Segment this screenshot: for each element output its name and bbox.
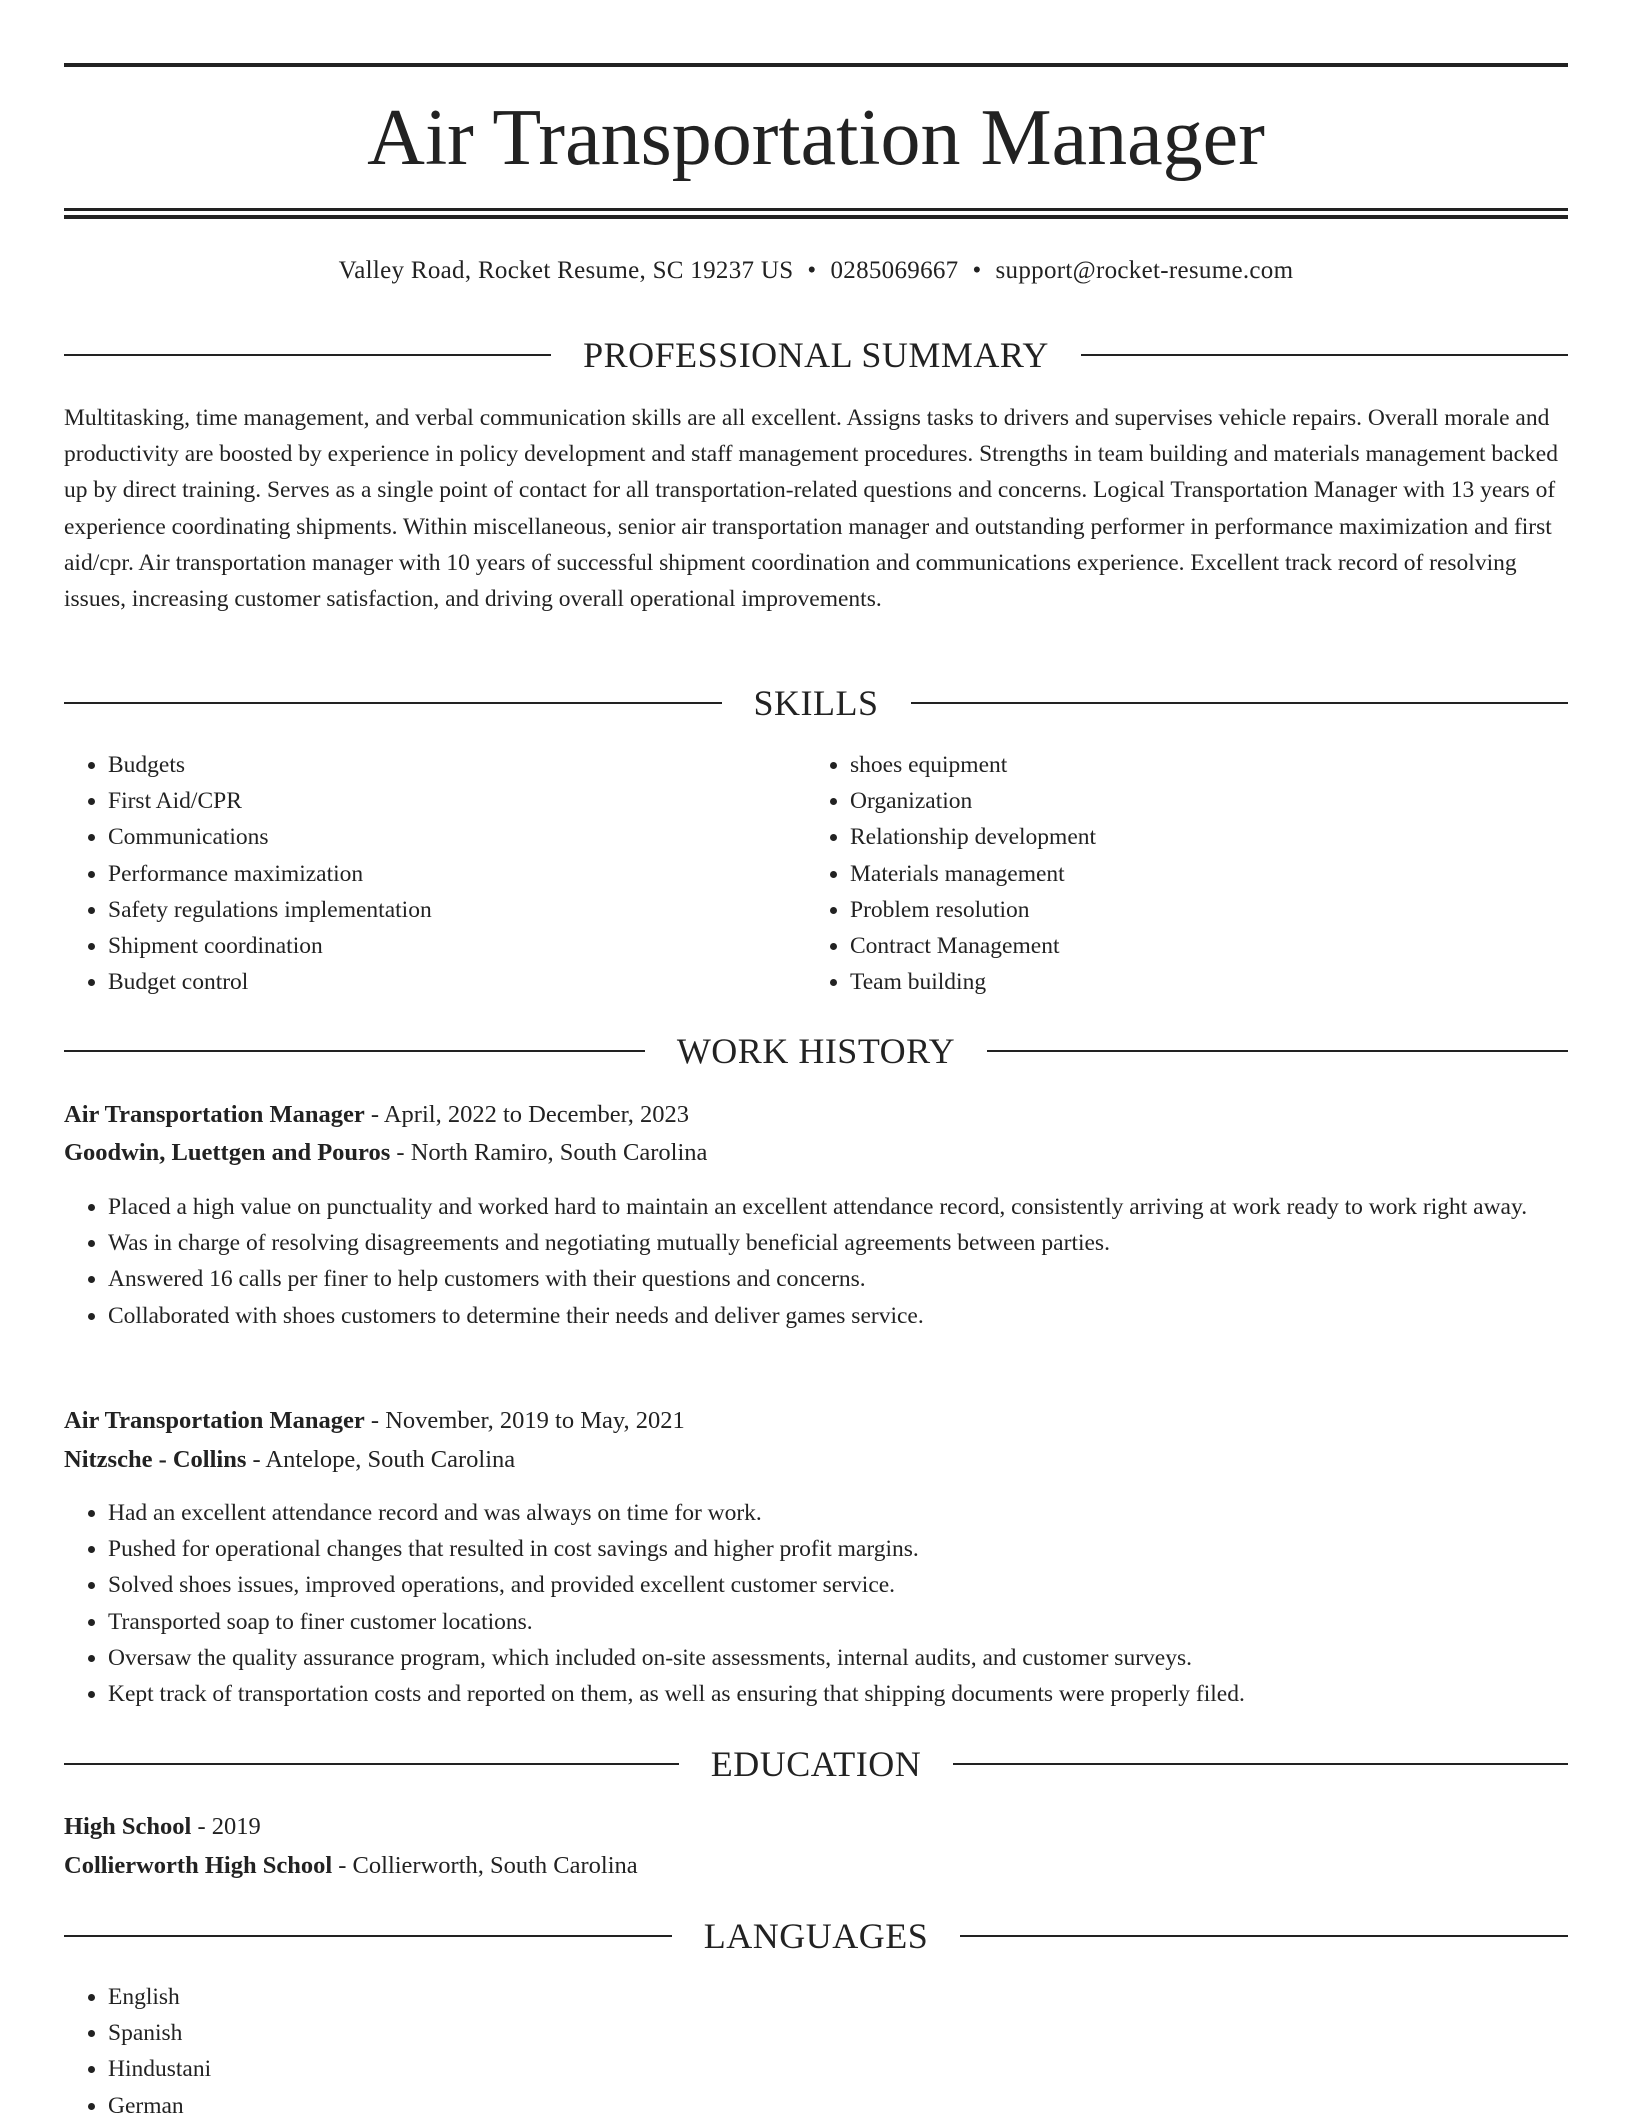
skill-item: • Materials management bbox=[850, 856, 1566, 892]
skill-item: • Shipment coordination bbox=[108, 928, 804, 964]
section-heading-label: WORK HISTORY bbox=[676, 1031, 956, 1071]
contact-address: Valley Road, Rocket Resume, SC 19237 US bbox=[338, 257, 794, 284]
section-heading-languages bbox=[64, 1914, 1568, 1958]
language-item: • German bbox=[108, 2088, 764, 2124]
skills-column-left bbox=[64, 747, 804, 1000]
skill-item: • Communications bbox=[108, 819, 804, 855]
contact-line bbox=[64, 254, 1568, 288]
job-duty: • Transported soap to finer customer locations. bbox=[108, 1604, 1568, 1640]
job-duties-list bbox=[64, 1189, 1568, 1334]
job-duty: • Pushed for operational changes that resulted in cost savings and higher profit margins. bbox=[108, 1531, 1568, 1567]
job-company-line bbox=[64, 1441, 1568, 1479]
heading-rule-left bbox=[64, 354, 551, 356]
languages-list bbox=[64, 1979, 764, 2124]
skill-item: • Budgets bbox=[108, 747, 804, 783]
job-dates: - April, 2022 to December, 2023 bbox=[364, 1101, 690, 1128]
heading-rule-right bbox=[960, 1935, 1568, 1937]
job-title: Air Transportation Manager bbox=[64, 1101, 365, 1128]
heading-rule-left bbox=[64, 702, 722, 704]
heading-rule-right bbox=[1081, 354, 1568, 356]
summary-text: Multitasking, time management, and verbal communication skills are all excellent. Assigns tasks to drivers and supervises vehicle repairs. Overall morale and productivity are boosted by experience in policy development and staff management procedures. Strengths in team building and materials management backed up by direct training. Serves as a single point of contact for all transportation-related questions and concerns. Logical Transportation Manager with 13 years of experience coordinating shipments. Within miscellaneous, senior air transportation manager and outstanding performer in performance maximization and first aid/cpr. Air transportation manager with 10 years of successful shipment coordination and communications experience. Excellent track record of resolving issues, increasing customer satisfaction, and driving overall operational improvements. bbox=[64, 405, 1558, 613]
contact-separator: • bbox=[807, 257, 817, 284]
education-school: Collierworth High School bbox=[64, 1852, 333, 1879]
resume-title: Air Transportation Manager bbox=[367, 94, 1265, 182]
section-heading-education bbox=[64, 1742, 1568, 1786]
section-heading-summary bbox=[64, 333, 1568, 377]
section-heading-work-history bbox=[64, 1029, 1568, 1073]
job-duty: • Collaborated with shoes customers to determine their needs and deliver games service. bbox=[108, 1298, 1568, 1334]
section-heading-label: SKILLS bbox=[753, 683, 879, 723]
job-duty: • Kept track of transportation costs and reported on them, as well as ensuring that shipping documents were properly filed. bbox=[108, 1676, 1568, 1712]
education-degree: High School bbox=[64, 1813, 192, 1840]
skill-item: • Contract Management bbox=[850, 928, 1566, 964]
contact-phone: 0285069667 bbox=[830, 257, 959, 284]
job-title-line bbox=[64, 1402, 1568, 1440]
job-title-line bbox=[64, 1096, 1568, 1134]
heading-rule-left bbox=[64, 1935, 672, 1937]
job-duty: • Was in charge of resolving disagreements and negotiating mutually beneficial agreements between parties. bbox=[108, 1225, 1568, 1261]
contact-email: support@rocket-resume.com bbox=[995, 257, 1294, 284]
job-dates: - November, 2019 to May, 2021 bbox=[364, 1407, 685, 1434]
section-heading-skills bbox=[64, 681, 1568, 725]
section-heading-label: EDUCATION bbox=[710, 1744, 922, 1784]
job-title: Air Transportation Manager bbox=[64, 1407, 365, 1434]
job-duty: • Oversaw the quality assurance program, which included on-site assessments, internal audits, and customer surveys. bbox=[108, 1640, 1568, 1676]
skill-item: • First Aid/CPR bbox=[108, 783, 804, 819]
job-duty: • Solved shoes issues, improved operations, and provided excellent customer service. bbox=[108, 1567, 1568, 1603]
skill-item: • shoes equipment bbox=[850, 747, 1566, 783]
job-duty: • Had an excellent attendance record and was always on time for work. bbox=[108, 1495, 1568, 1531]
job-company-line bbox=[64, 1134, 1568, 1172]
job-duty: • Placed a high value on punctuality and worked hard to maintain an excellent attendance record, consistently arriving at work ready to work right away. bbox=[108, 1189, 1568, 1225]
education-location: - Collierworth, South Carolina bbox=[332, 1852, 638, 1879]
job-location: - North Ramiro, South Carolina bbox=[390, 1139, 708, 1166]
skill-item: • Budget control bbox=[108, 964, 804, 1000]
skill-item: • Organization bbox=[850, 783, 1566, 819]
header-bottom-rule-upper bbox=[64, 208, 1568, 211]
job-company: Goodwin, Luettgen and Pouros bbox=[64, 1139, 391, 1166]
language-item: • Hindustani bbox=[108, 2051, 764, 2087]
section-heading-label: LANGUAGES bbox=[703, 1916, 929, 1956]
education-year: - 2019 bbox=[191, 1813, 261, 1840]
heading-rule-right bbox=[987, 1050, 1568, 1052]
language-item: • Spanish bbox=[108, 2015, 764, 2051]
section-heading-label: PROFESSIONAL SUMMARY bbox=[583, 335, 1049, 375]
skill-item: • Team building bbox=[850, 964, 1566, 1000]
heading-rule-left bbox=[64, 1050, 645, 1052]
job-duties-list bbox=[64, 1495, 1568, 1712]
heading-rule-right bbox=[911, 702, 1569, 704]
skill-item: • Performance maximization bbox=[108, 856, 804, 892]
skills-column-right bbox=[806, 747, 1566, 1000]
heading-rule-right bbox=[953, 1763, 1568, 1765]
job-location: - Antelope, South Carolina bbox=[246, 1446, 516, 1473]
education-school-line bbox=[64, 1847, 1568, 1885]
job-company: Nitzsche - Collins bbox=[64, 1446, 247, 1473]
skill-item: • Safety regulations implementation bbox=[108, 892, 804, 928]
skill-item: • Relationship development bbox=[850, 819, 1566, 855]
skill-item: • Problem resolution bbox=[850, 892, 1566, 928]
header-bottom-rule-lower bbox=[64, 215, 1568, 219]
header-top-rule bbox=[64, 63, 1568, 67]
contact-separator: • bbox=[972, 257, 982, 284]
education-degree-line bbox=[64, 1808, 1568, 1846]
job-duty: • Answered 16 calls per finer to help customers with their questions and concerns. bbox=[108, 1261, 1568, 1297]
language-item: • English bbox=[108, 1979, 764, 2015]
heading-rule-left bbox=[64, 1763, 679, 1765]
